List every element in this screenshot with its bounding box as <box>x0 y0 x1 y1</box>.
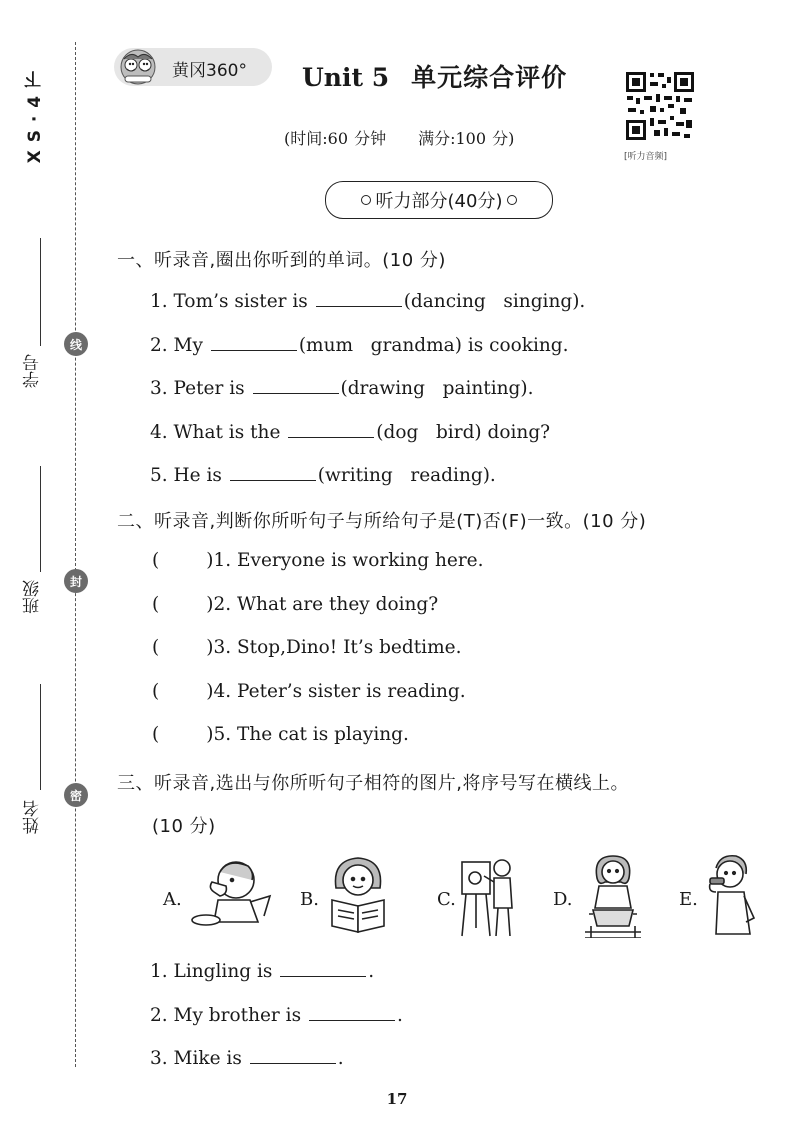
name-label: 姓名 <box>23 800 43 834</box>
q2-item[interactable]: ( )1. Everyone is working here. <box>152 550 484 571</box>
q1-item: 5. He is (writing reading). <box>150 465 496 486</box>
brand-badge <box>114 48 272 86</box>
q1-item: 1. Tom’s sister is (dancing singing). <box>150 291 586 312</box>
answer-blank[interactable] <box>316 289 402 307</box>
answer-blank[interactable] <box>211 333 297 351</box>
question-1-heading: 一、听录音,圈出你听到的单词。(10 分) <box>117 250 446 271</box>
answer-blank[interactable] <box>230 463 316 481</box>
q1-item: 2. My (mum grandma) is cooking. <box>150 335 569 356</box>
reading-girl-icon <box>326 852 392 934</box>
picture-d-label: D. <box>553 889 573 910</box>
answer-blank[interactable] <box>309 1003 395 1021</box>
answer-blank[interactable] <box>280 959 366 977</box>
listening-section-banner <box>325 181 553 219</box>
qr-caption: [听力音频] <box>624 152 668 162</box>
page-number: 17 <box>386 1090 408 1108</box>
picture-a-label: A. <box>163 889 182 910</box>
seal-secret-mark: 密 <box>64 783 88 807</box>
q1-item: 4. What is the (dog bird) doing? <box>150 422 551 443</box>
q2-item[interactable]: ( )5. The cat is playing. <box>152 724 409 745</box>
answer-blank[interactable] <box>253 376 339 394</box>
class-field[interactable] <box>40 466 41 572</box>
binding-dashed-line <box>75 42 76 1067</box>
unit-label: Unit 5 <box>302 63 390 92</box>
cooking-woman-icon <box>583 852 643 938</box>
class-label: 班级 <box>23 580 43 614</box>
seal-seal-mark: 封 <box>64 569 88 593</box>
brand-text: 黄冈360° <box>172 61 247 81</box>
student-number-field[interactable] <box>40 238 41 346</box>
q3-item: 1. Lingling is . <box>150 961 375 982</box>
q2-item[interactable]: ( )2. What are they doing? <box>152 594 439 615</box>
picture-c-label: C. <box>437 889 456 910</box>
name-field[interactable] <box>40 684 41 790</box>
q3-item: 3. Mike is . <box>150 1048 344 1069</box>
singing-boy-icon <box>702 852 756 936</box>
question-3-heading: 三、听录音,选出与你所听句子相符的图片,将序号写在横线上。 <box>117 773 629 794</box>
q2-item[interactable]: ( )4. Peter’s sister is reading. <box>152 681 466 702</box>
picture-e-label: E. <box>679 889 698 910</box>
unit-title: 单元综合评价 <box>411 63 568 92</box>
time-and-score: (时间:60 分钟 满分:100 分) <box>284 129 515 148</box>
section-title: 听力部分(40分) <box>375 191 503 212</box>
q1-item: 3. Peter is (drawing painting). <box>150 378 534 399</box>
page-title <box>302 58 567 94</box>
answer-blank[interactable] <box>288 420 374 438</box>
q3-item: 2. My brother is . <box>150 1005 403 1026</box>
banner-circle-icon <box>507 195 517 205</box>
seal-line-mark: 线 <box>64 332 88 356</box>
brand-kids-logo-icon <box>116 48 160 86</box>
student-number-label: 学号 <box>23 354 43 388</box>
qr-code-icon[interactable] <box>624 70 696 142</box>
painting-boy-icon <box>458 852 518 938</box>
q2-item[interactable]: ( )3. Stop,Dino! It’s bedtime. <box>152 637 462 658</box>
question-3-points: (10 分) <box>152 816 216 837</box>
answer-blank[interactable] <box>250 1046 336 1064</box>
question-2-heading: 二、听录音,判断你所听句子与所给句子是(T)否(F)一致。(10 分) <box>117 511 647 532</box>
eating-boy-icon <box>188 852 272 930</box>
picture-b-label: B. <box>300 889 319 910</box>
banner-circle-icon <box>361 195 371 205</box>
series-code: X S · 4 下 <box>25 70 45 164</box>
